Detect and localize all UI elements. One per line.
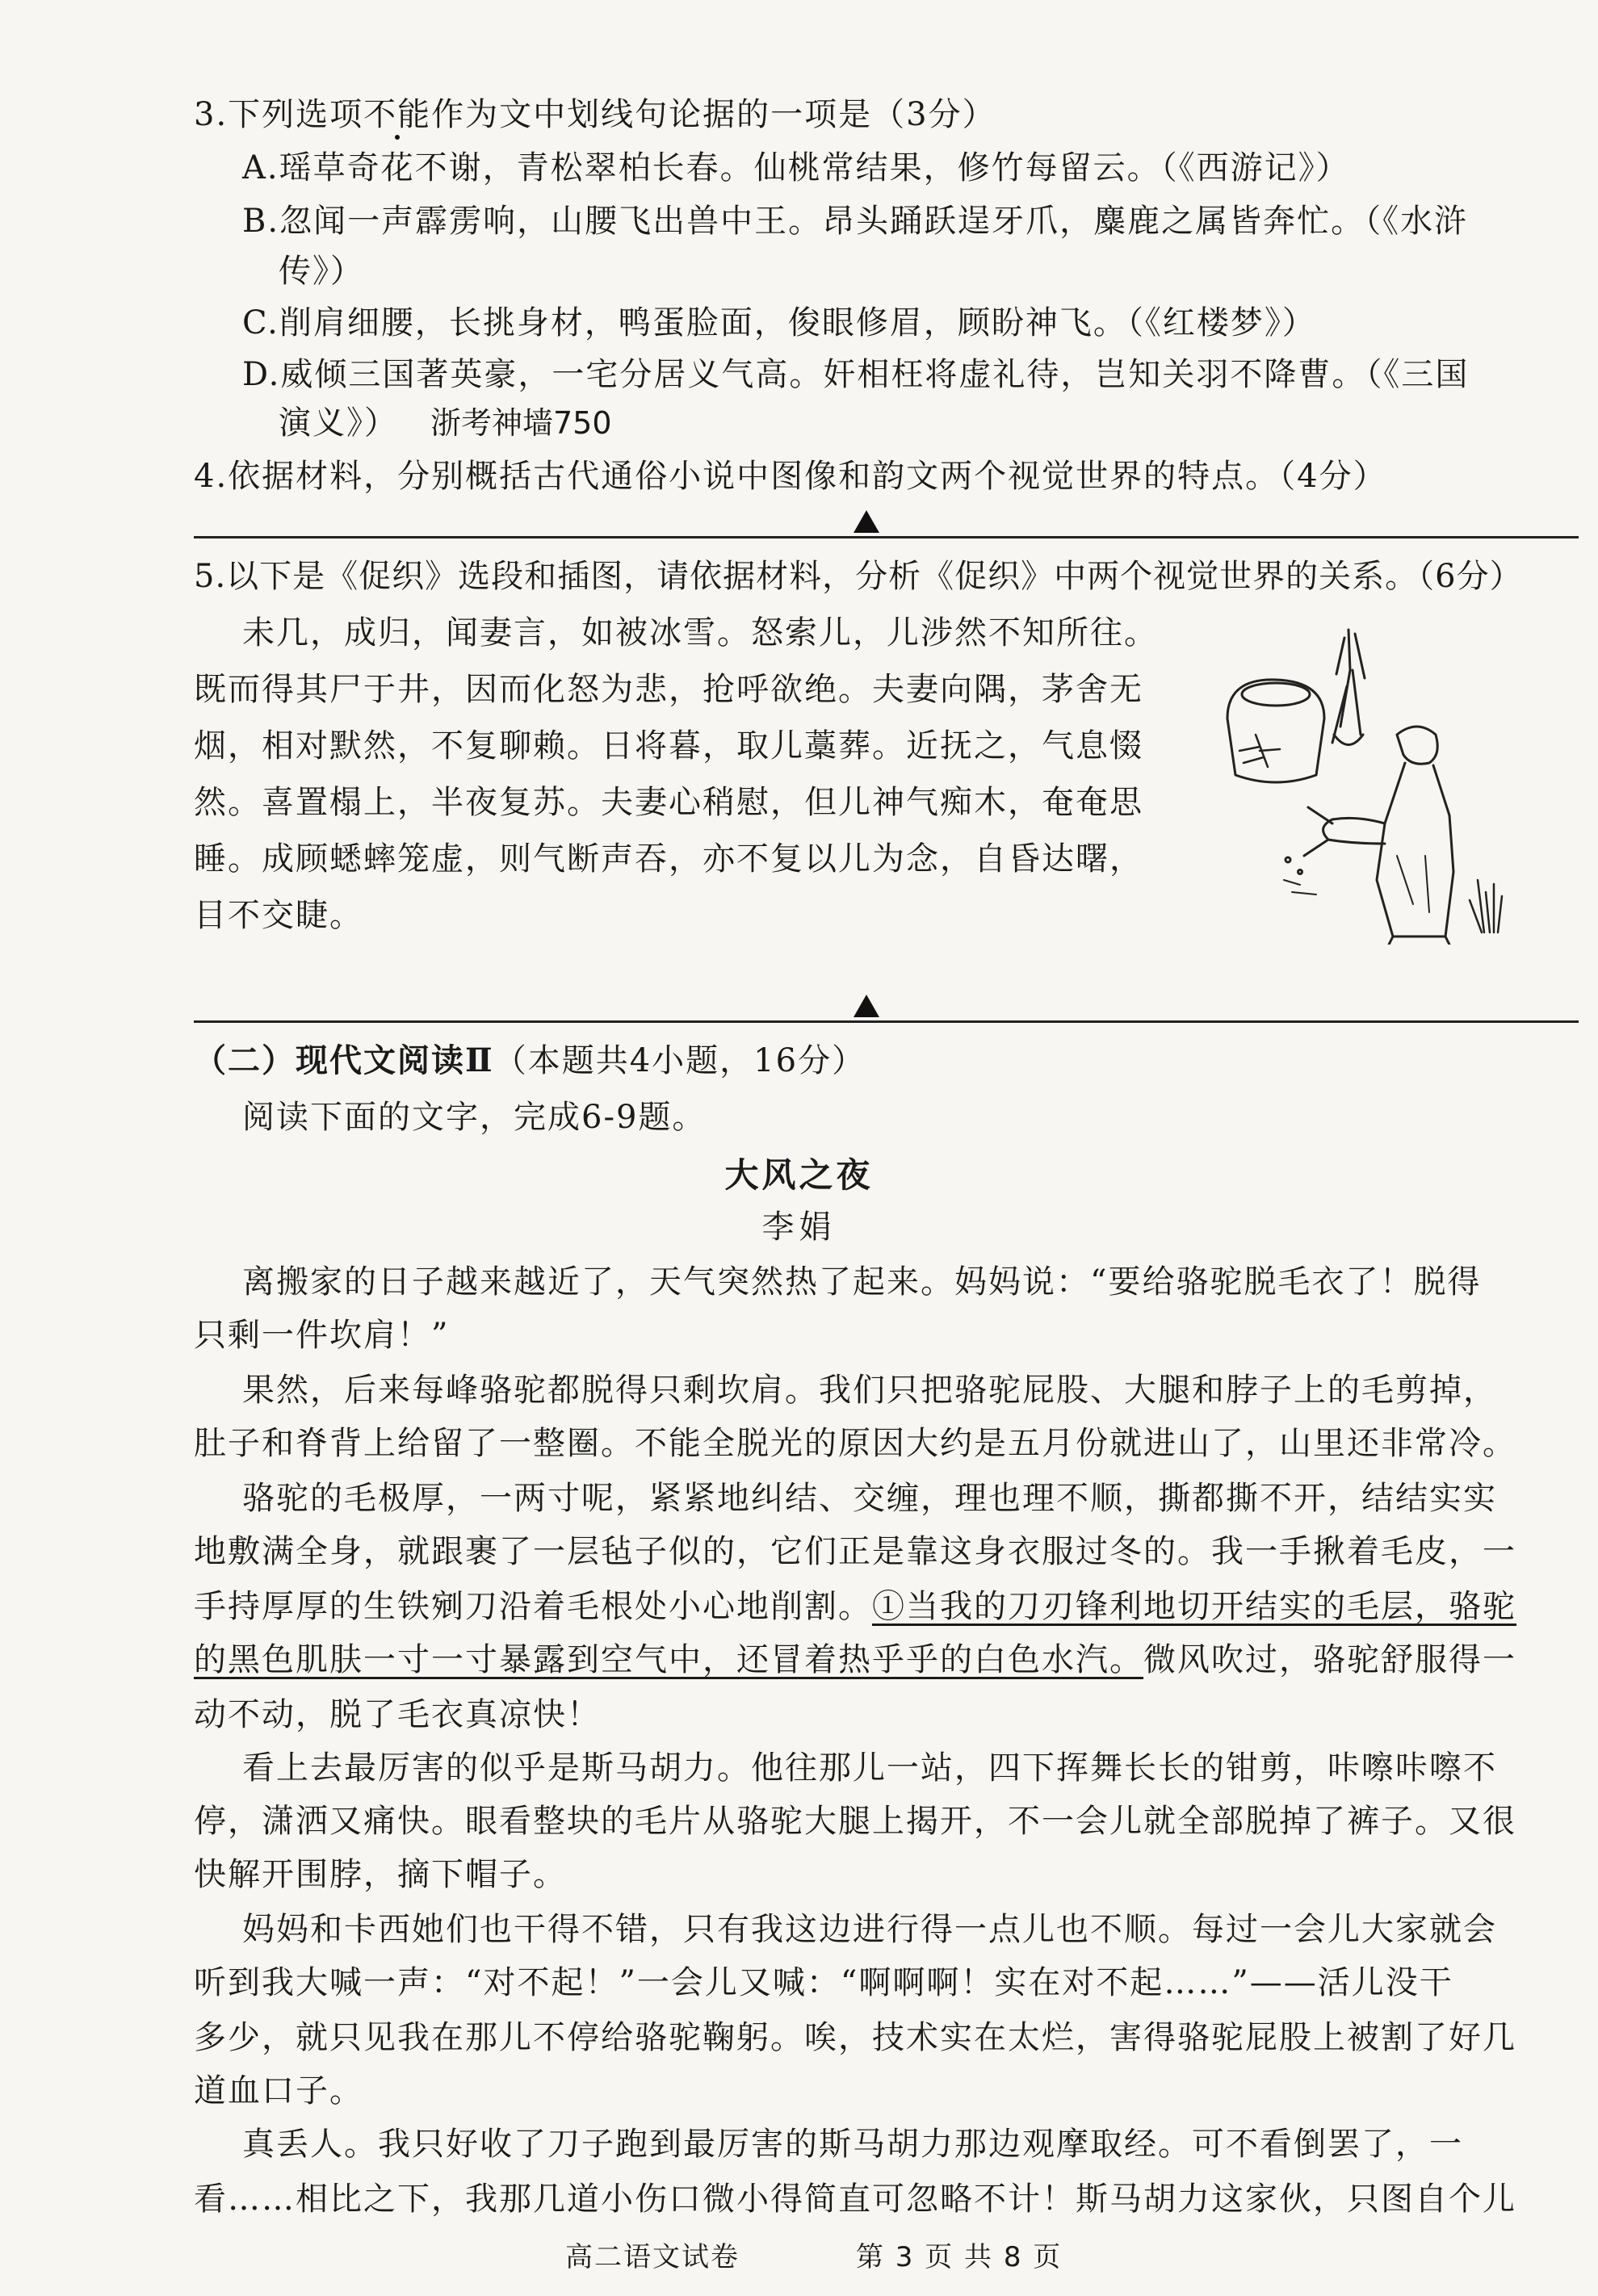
divider-line: [194, 1020, 1579, 1023]
article-title: 大风之夜: [724, 1155, 874, 1195]
underlined-sentence-1-cont: 的黑色肌肤一寸一寸暴露到空气中，还冒着热乎乎的白色水汽。: [194, 1641, 1143, 1678]
article-paragraph-line: 的黑色肌肤一寸一寸暴露到空气中，还冒着热乎乎的白色水汽。微风吹过，骆驼舒服得一: [194, 1641, 1516, 1678]
q3-option-a: A.瑶草奇花不谢，青松翠柏长春。仙桃常结果，修竹每留云。（《西游记》）: [242, 149, 1350, 186]
q5-passage-line: 睡。成顾蟋蟀笼虚，则气断声吞，亦不复以儿为念，自昏达曙，: [194, 840, 1143, 878]
cuzhi-illustration: [1211, 614, 1558, 945]
q3-option-b: B.忽闻一声霹雳响，山腰飞出兽中王。昂头踊跃逞牙爪，麋鹿之属皆奔忙。（《水浒: [242, 203, 1469, 240]
article-paragraph-line: 道血口子。: [194, 2072, 363, 2110]
footer-exam-name: 高二语文试卷: [565, 2241, 740, 2273]
q3-option-d-cont: 演义》） 浙考神墙750: [279, 404, 612, 442]
q3-stem-emphasis: 不能: [363, 96, 432, 133]
article-paragraph-line: 多少，就只见我在那儿不停给骆驼鞠躬。唉，技术实在太烂，害得骆驼屁股上被割了好几: [194, 2019, 1516, 2056]
q3-option-c: C.削肩细腰，长挑身材，鸭蛋脸面，俊眼修眉，顾盼神飞。（《红楼梦》）: [242, 304, 1316, 341]
article-paragraph-line: 只剩一件坎肩！”: [194, 1317, 450, 1354]
article-paragraph-line: 看……相比之下，我那几道小伤口微小得简直可忽略不计！斯马胡力这家伙，只图自个儿: [194, 2181, 1516, 2218]
answer-area-marker: [854, 995, 879, 1017]
q5-passage-line: 然。喜置榻上，半夜复苏。夫妻心稍慰，但儿神气痴木，奄奄思: [194, 784, 1143, 821]
article-paragraph-line: 骆驼的毛极厚，一两寸呢，紧紧地纠结、交缠，理也理不顺，撕都撕不开，结结实实: [242, 1480, 1497, 1517]
article-paragraph-line: 真丢人。我只好收了刀子跑到最厉害的斯马胡力那边观摩取经。可不看倒罢了，一: [242, 2126, 1463, 2163]
q5-passage-line: 目不交睫。: [194, 897, 363, 934]
section-instruction: 阅读下面的文字，完成6-9题。: [242, 1099, 707, 1136]
q5-passage-line: 未几，成归，闻妻言，如被冰雪。怒索儿，儿涉然不知所往。: [242, 614, 1158, 652]
q3-option-d: D.威倾三国著英豪，一宅分居义气高。奸相枉将虚礼待，岂知关羽不降曹。（《三国: [242, 356, 1470, 393]
section-heading: （二）现代文阅读Ⅱ（本题共4小题，16分）: [194, 1041, 866, 1079]
q3-stem: 3.下列选项不能作为文中划线句论据的一项是（3分）: [194, 96, 996, 133]
article-paragraph-line: 地敷满全身，就跟裹了一层毡子似的，它们正是靠这身衣服过冬的。我一手揪着毛皮，一: [194, 1533, 1516, 1570]
q4-stem: 4.依据材料，分别概括古代通俗小说中图像和韵文两个视觉世界的特点。（4分）: [194, 458, 1387, 495]
article-paragraph-line: 看上去最厉害的似乎是斯马胡力。他往那儿一站，四下挥舞长长的钳剪，咔嚓咔嚓不: [242, 1749, 1497, 1787]
article-paragraph-line: 妈妈和卡西她们也干得不错，只有我这边进行得一点儿也不顺。每过一会儿大家就会: [242, 1911, 1497, 1948]
q5-passage-line: 烟，相对默然，不复聊赖。日将暮，取儿藁葬。近抚之，气息惙: [194, 727, 1143, 765]
article-paragraph-line: 果然，后来每峰骆驼都脱得只剩坎肩。我们只把骆驼屁股、大腿和脖子上的毛剪掉，: [242, 1372, 1497, 1409]
article-paragraph-line: 手持厚厚的生铁剜刀沿着毛根处小心地削割。①当我的刀刃锋利地切开结实的毛层，骆驼: [194, 1588, 1516, 1625]
article-paragraph-line: 离搬家的日子越来越近了，天气突然热了起来。妈妈说：“要给骆驼脱毛衣了！脱得: [242, 1263, 1482, 1301]
article-author: 李娟: [761, 1209, 837, 1246]
q3-option-b-cont: 传》）: [279, 253, 364, 290]
underlined-sentence-1: ①当我的刀刃锋利地切开结实的毛层，骆驼: [872, 1588, 1516, 1625]
article-paragraph-line: 快解开围脖，摘下帽子。: [194, 1856, 567, 1893]
watermark-text: 浙考神墙750: [430, 405, 612, 441]
article-paragraph-line: 动不动，脱了毛衣真凉快！: [194, 1696, 601, 1733]
q5-passage-line: 既而得其尸于井，因而化怒为悲，抢呼欲绝。夫妻向隅，茅舍无: [194, 671, 1143, 708]
article-paragraph-line: 听到我大喊一声：“对不起！”一会儿又喊：“啊啊啊！实在对不起……”——活儿没干: [194, 1964, 1453, 2001]
answer-area-marker: [854, 510, 879, 533]
divider-line: [194, 536, 1579, 538]
q5-stem: 5.以下是《促织》选段和插图，请依据材料，分析《促织》中两个视觉世界的关系。（6分）: [194, 558, 1523, 595]
article-paragraph-line: 肚子和脊背上给留了一整圈。不能全脱光的原因大约是五月份就进山了，山里还非常冷。: [194, 1425, 1516, 1462]
article-paragraph-line: 停，潇洒又痛快。眼看整块的毛片从骆驼大腿上揭开，不一会儿就全部脱掉了裤子。又很: [194, 1803, 1516, 1840]
footer-page-number: 第 3 页 共 8 页: [856, 2241, 1063, 2273]
